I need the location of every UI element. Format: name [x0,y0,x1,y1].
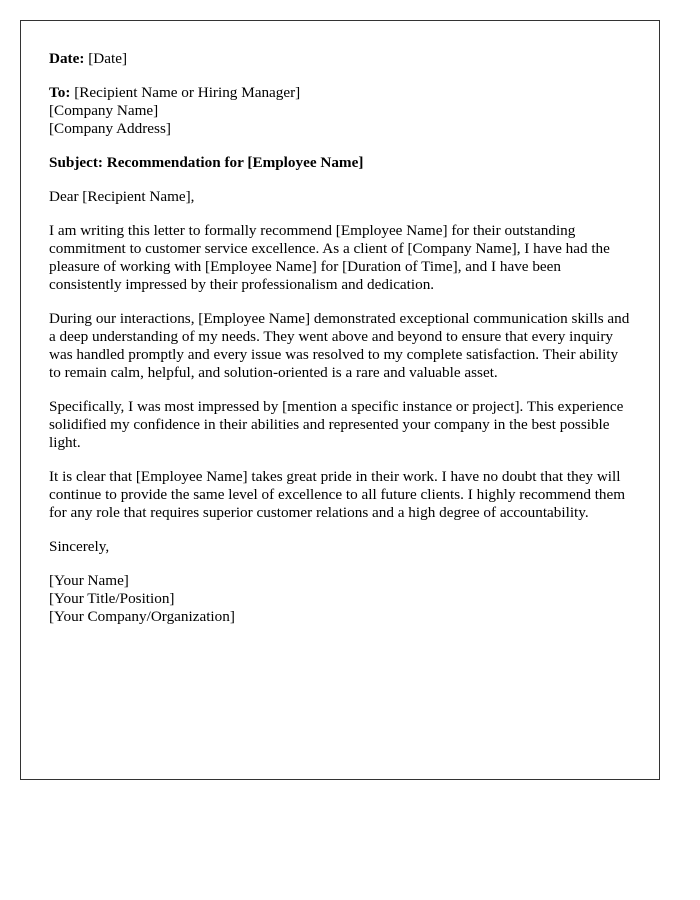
signature-name: [Your Name] [49,572,129,589]
salutation: Dear [Recipient Name], [49,188,195,205]
body-paragraph: It is clear that [Employee Name] takes great pride in their work. I have no doubt that they will continue to provide the same level of excellence to all future clients. I highly recommend them for any role that requires superior customer relations and a high degree of accountability. [49,468,626,521]
to-label: To: [49,84,71,101]
body-paragraph: During our interactions, [Employee Name] demonstrated exceptional communication skills and a deep understanding of my needs. They went above and beyond to ensure that every inquiry was handled promptly and every issue was resolved to my complete satisfaction. Their ability to remain calm, helpful, and solution-oriented is a rare and valuable asset. [49,310,630,381]
signature-block [49,572,631,626]
to-value: [Recipient Name or Hiring Manager] [70,84,301,101]
date-value: [Date] [84,50,128,67]
subject-line: Subject: Recommendation for [Employee Name] [49,154,364,171]
closing: Sincerely, [49,538,110,555]
date-label: Date: [49,50,85,67]
company-address: [Company Address] [49,120,171,137]
letter-document [20,20,660,780]
recipient-block [49,84,631,138]
body-paragraph: I am writing this letter to formally recommend [Employee Name] for their outstanding commitment to customer service excellence. As a client of [Company Name], I have had the pleasure of working with [Employee Name] for [Duration of Time], and I have been consistently impressed by their professionalism and dedication. [49,222,610,293]
date-line [49,50,631,68]
signature-organization: [Your Company/Organization] [49,608,235,625]
body-paragraph: Specifically, I was most impressed by [mention a specific instance or project]. This experience solidified my confidence in their abilities and represented your company in the best possible light. [49,398,624,451]
company-name: [Company Name] [49,102,159,119]
signature-title: [Your Title/Position] [49,590,175,607]
